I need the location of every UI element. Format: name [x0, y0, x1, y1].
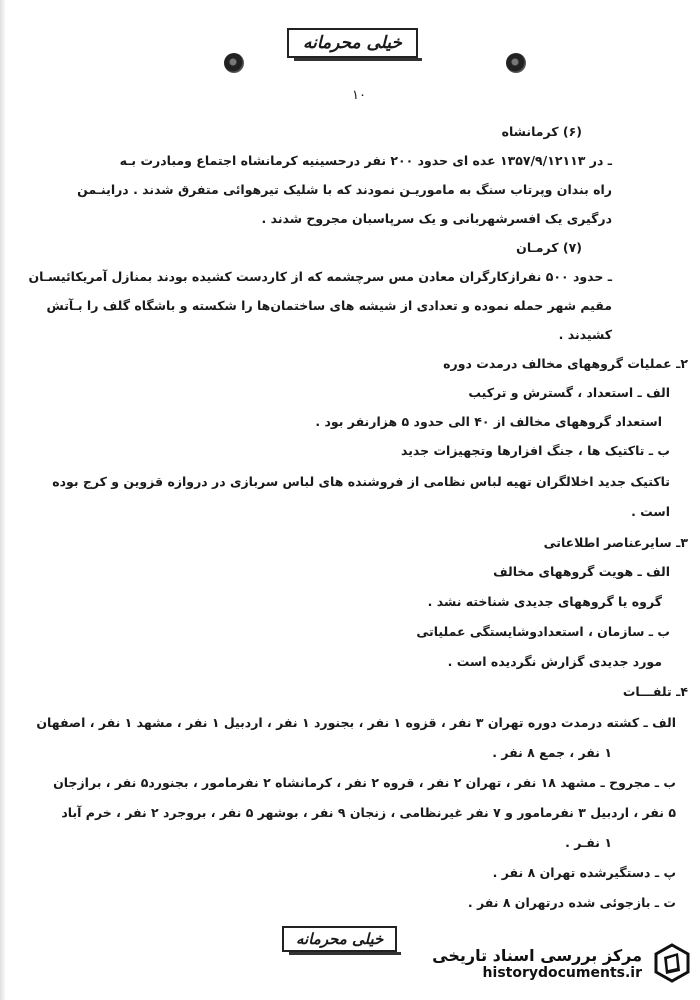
archive-logo-icon — [652, 943, 692, 983]
text-line-16: الف ـ هویت گروههای مخالف — [493, 564, 670, 579]
text-line-18: ب ـ سازمان ، استعدادوشایستگی عملیاتی — [416, 624, 670, 639]
text-line-26: پ ـ دستگیرشده تهران ۸ نفر . — [492, 865, 676, 880]
page-number: ۱۰ — [352, 88, 366, 103]
classification-stamp-top: خیلی محرمانه — [287, 28, 418, 58]
watermark-title: مرکز بررسی اسناد تاریخی — [432, 945, 642, 965]
text-line-6: ـ حدود ۵۰۰ نفرازکارگران معادن مس سرچشمه که از کاردست کشیده بودند بمنازل آمریکائیسـان — [28, 269, 612, 284]
text-line-20: ۴ـ تلفـــات — [622, 684, 688, 699]
text-line-12: ب ـ تاکتیک ها ، جنگ افزارها وتجهیزات جدید — [400, 443, 670, 458]
text-line-15: ۳ـ سایرعناصر اطلاعاتی — [543, 535, 688, 550]
text-line-5: (۷) کرمـان — [516, 240, 582, 255]
text-line-22: ۱ نفر ، جمع ۸ نفر . — [492, 745, 612, 760]
watermark — [382, 936, 692, 990]
punch-hole-left — [224, 53, 244, 73]
text-line-8: کشیدند . — [558, 327, 612, 342]
classification-stamp-bottom: خیلی محرمانه — [282, 926, 397, 952]
text-line-25: ۱ نفـر . — [565, 835, 612, 850]
watermark-url: historydocuments.ir — [482, 964, 642, 981]
punch-hole-right — [506, 53, 526, 73]
text-line-19: مورد جدیدی گزارش نگردیده است . — [447, 654, 662, 669]
text-line-3: راه بندان وپرتاب سنگ به ماموریـن نمودند که با شلیک تیرهوائی متفرق شدند . دراینـمن — [77, 182, 612, 197]
text-line-17: گروه یا گروههای جدیدی شناخته نشد . — [427, 594, 662, 609]
text-line-21: الف ـ کشته درمدت دوره تهران ۳ نفر ، قزوه ۱ نفر ، بجنورد ۱ نفر ، اردبیل ۱ نفر ، مشهد ۱ نفر ، اصفهان — [36, 715, 676, 730]
text-line-9: ۲ـ عملیات گروههای مخالف درمدت دوره — [443, 356, 688, 371]
text-line-1: (۶) کرمانشاه — [501, 124, 582, 139]
text-line-2: ـ در ۱۳۵۷/۹/۱۲۱۱۳ عده ای حدود ۲۰۰ نفر درحسینیه کرمانشاه اجتماع ومبادرت بـه — [119, 153, 612, 168]
text-line-11: استعداد گروههای مخالف از ۴۰ الی حدود ۵ هزارنفر بود . — [315, 414, 662, 429]
text-line-7: مقیم شهر حمله نموده و تعدادی از شیشه های ساختمان‌ها را شکسته و باشگاه گلف را بـآتش — [46, 298, 612, 313]
text-line-24: ۵ نفر ، اردبیل ۳ نفرمامور و ۷ نفر غیرنظامی ، زنجان ۹ نفر ، بوشهر ۵ نفر ، بروجرد ۲ نفر ، خرم آباد — [61, 805, 676, 820]
text-line-23: ب ـ مجروح ـ مشهد ۱۸ نفر ، تهران ۲ نفر ، قروه ۲ نفر ، کرمانشاه ۲ نفرمامور ، بجنورد۵ نفر ، برازجان — [53, 775, 676, 790]
text-line-10: الف ـ استعداد ، گسترش و ترکیب — [468, 385, 670, 400]
text-line-14: است . — [631, 504, 670, 519]
text-line-27: ت ـ بازجوئی شده درتهران ۸ نفر . — [467, 895, 676, 910]
text-line-13: تاکتیک جدید اخلالگران تهیه لباس نظامی از فروشنده های لباس سربازی در دروازه قزوین و کرج بوده — [52, 474, 670, 489]
page-edge-shadow — [0, 0, 6, 1000]
text-line-4: درگیری یک افسرشهربانی و یک سرپاسبان مجروح شدند . — [261, 211, 612, 226]
